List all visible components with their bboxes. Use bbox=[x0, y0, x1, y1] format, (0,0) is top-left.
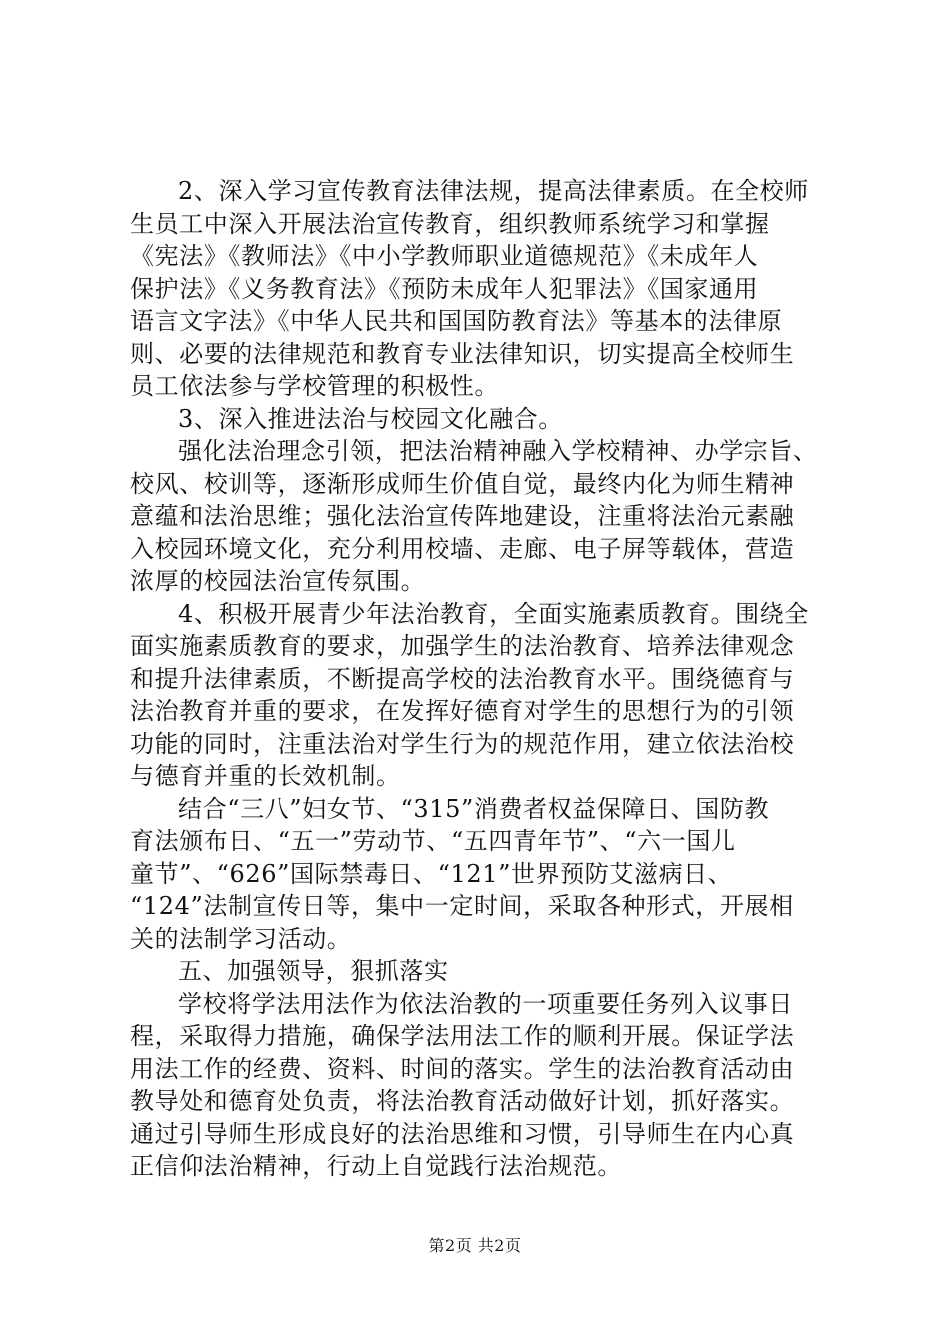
text-line: 育法颁布日、“五一”劳动节、“五四青年节”、“六一国儿 bbox=[130, 827, 736, 855]
document-body bbox=[130, 175, 830, 1183]
text-line: 4、积极开展青少年法治教育，全面实施素质教育。围绕全 bbox=[178, 599, 809, 628]
text-line: 学校将学法用法作为依法治教的一项重要任务列入议事日 bbox=[178, 989, 793, 1018]
text-line: 功能的同时，注重法治对学生行为的规范作用，建立依法治校 bbox=[130, 729, 795, 758]
text-line: 面实施素质教育的要求，加强学生的法治教育、培养法律观念 bbox=[130, 632, 795, 660]
text-line: 通过引导师生形成良好的法治思维和习惯，引导师生在内心真 bbox=[130, 1119, 795, 1148]
text-line: 正信仰法治精神，行动上自觉践行法治规范。 bbox=[130, 1152, 622, 1180]
text-line: 用法工作的经费、资料、时间的落实。学生的法治教育活动由 bbox=[130, 1054, 795, 1083]
text-line: 教导处和德育处负责，将法治教育活动做好计划，抓好落实。 bbox=[130, 1087, 795, 1115]
text-line: 程，采取得力措施，确保学法用法工作的顺利开展。保证学法 bbox=[130, 1022, 795, 1050]
page-number-footer: 第2页 共2页 bbox=[428, 1236, 522, 1255]
text-line: 入校园环境文化，充分利用校墙、走廊、电子屏等载体，营造 bbox=[130, 534, 795, 563]
text-line: 3、深入推进法治与校园文化融合。 bbox=[178, 404, 563, 433]
text-line: 五、加强领导，狠抓落实 bbox=[178, 957, 449, 985]
text-line: 法治教育并重的要求，在发挥好德育对学生的思想行为的引领 bbox=[130, 697, 795, 725]
text-line: 员工依法参与学校管理的积极性。 bbox=[130, 372, 499, 400]
text-line: 意蕴和法治思维；强化法治宣传阵地建设，注重将法治元素融 bbox=[130, 502, 795, 530]
text-line: 《宪法》《教师法》《中小学教师职业道德规范》《未成年人 bbox=[130, 242, 759, 270]
text-line: 生员工中深入开展法治宣传教育，组织教师系统学习和掌握 bbox=[130, 209, 770, 238]
text-line: 则、必要的法律规范和教育专业法律知识，切实提高全校师生 bbox=[130, 339, 795, 368]
text-line: 保护法》《义务教育法》《预防未成年人犯罪法》《国家通用 bbox=[130, 274, 759, 303]
text-line: 强化法治理念引领，把法治精神融入学校精神、办学宗旨、 bbox=[178, 437, 818, 465]
text-line: 2、深入学习宣传教育法律法规，提高法律素质。在全校师 bbox=[178, 177, 809, 205]
text-line: 语言文字法》《中华人民共和国国防教育法》等基本的法律原 bbox=[130, 307, 783, 335]
text-line: 与德育并重的长效机制。 bbox=[130, 762, 401, 790]
text-line: 结合“三八”妇女节、“315”消费者权益保障日、国防教 bbox=[178, 794, 770, 823]
text-line: 校风、校训等，逐渐形成师生价值自觉，最终内化为师生精神 bbox=[130, 469, 795, 498]
text-line: 童节”、“626”国际禁毒日、“121”世界预防艾滋病日、 bbox=[130, 859, 733, 888]
text-line: “124”法制宣传日等，集中一定时间，采取各种形式，开展相 bbox=[130, 892, 794, 920]
text-line: 关的法制学习活动。 bbox=[130, 924, 352, 953]
text-line: 和提升法律素质，不断提高学校的法治教育水平。围绕德育与 bbox=[130, 664, 795, 693]
text-line: 浓厚的校园法治宣传氛围。 bbox=[130, 567, 426, 595]
